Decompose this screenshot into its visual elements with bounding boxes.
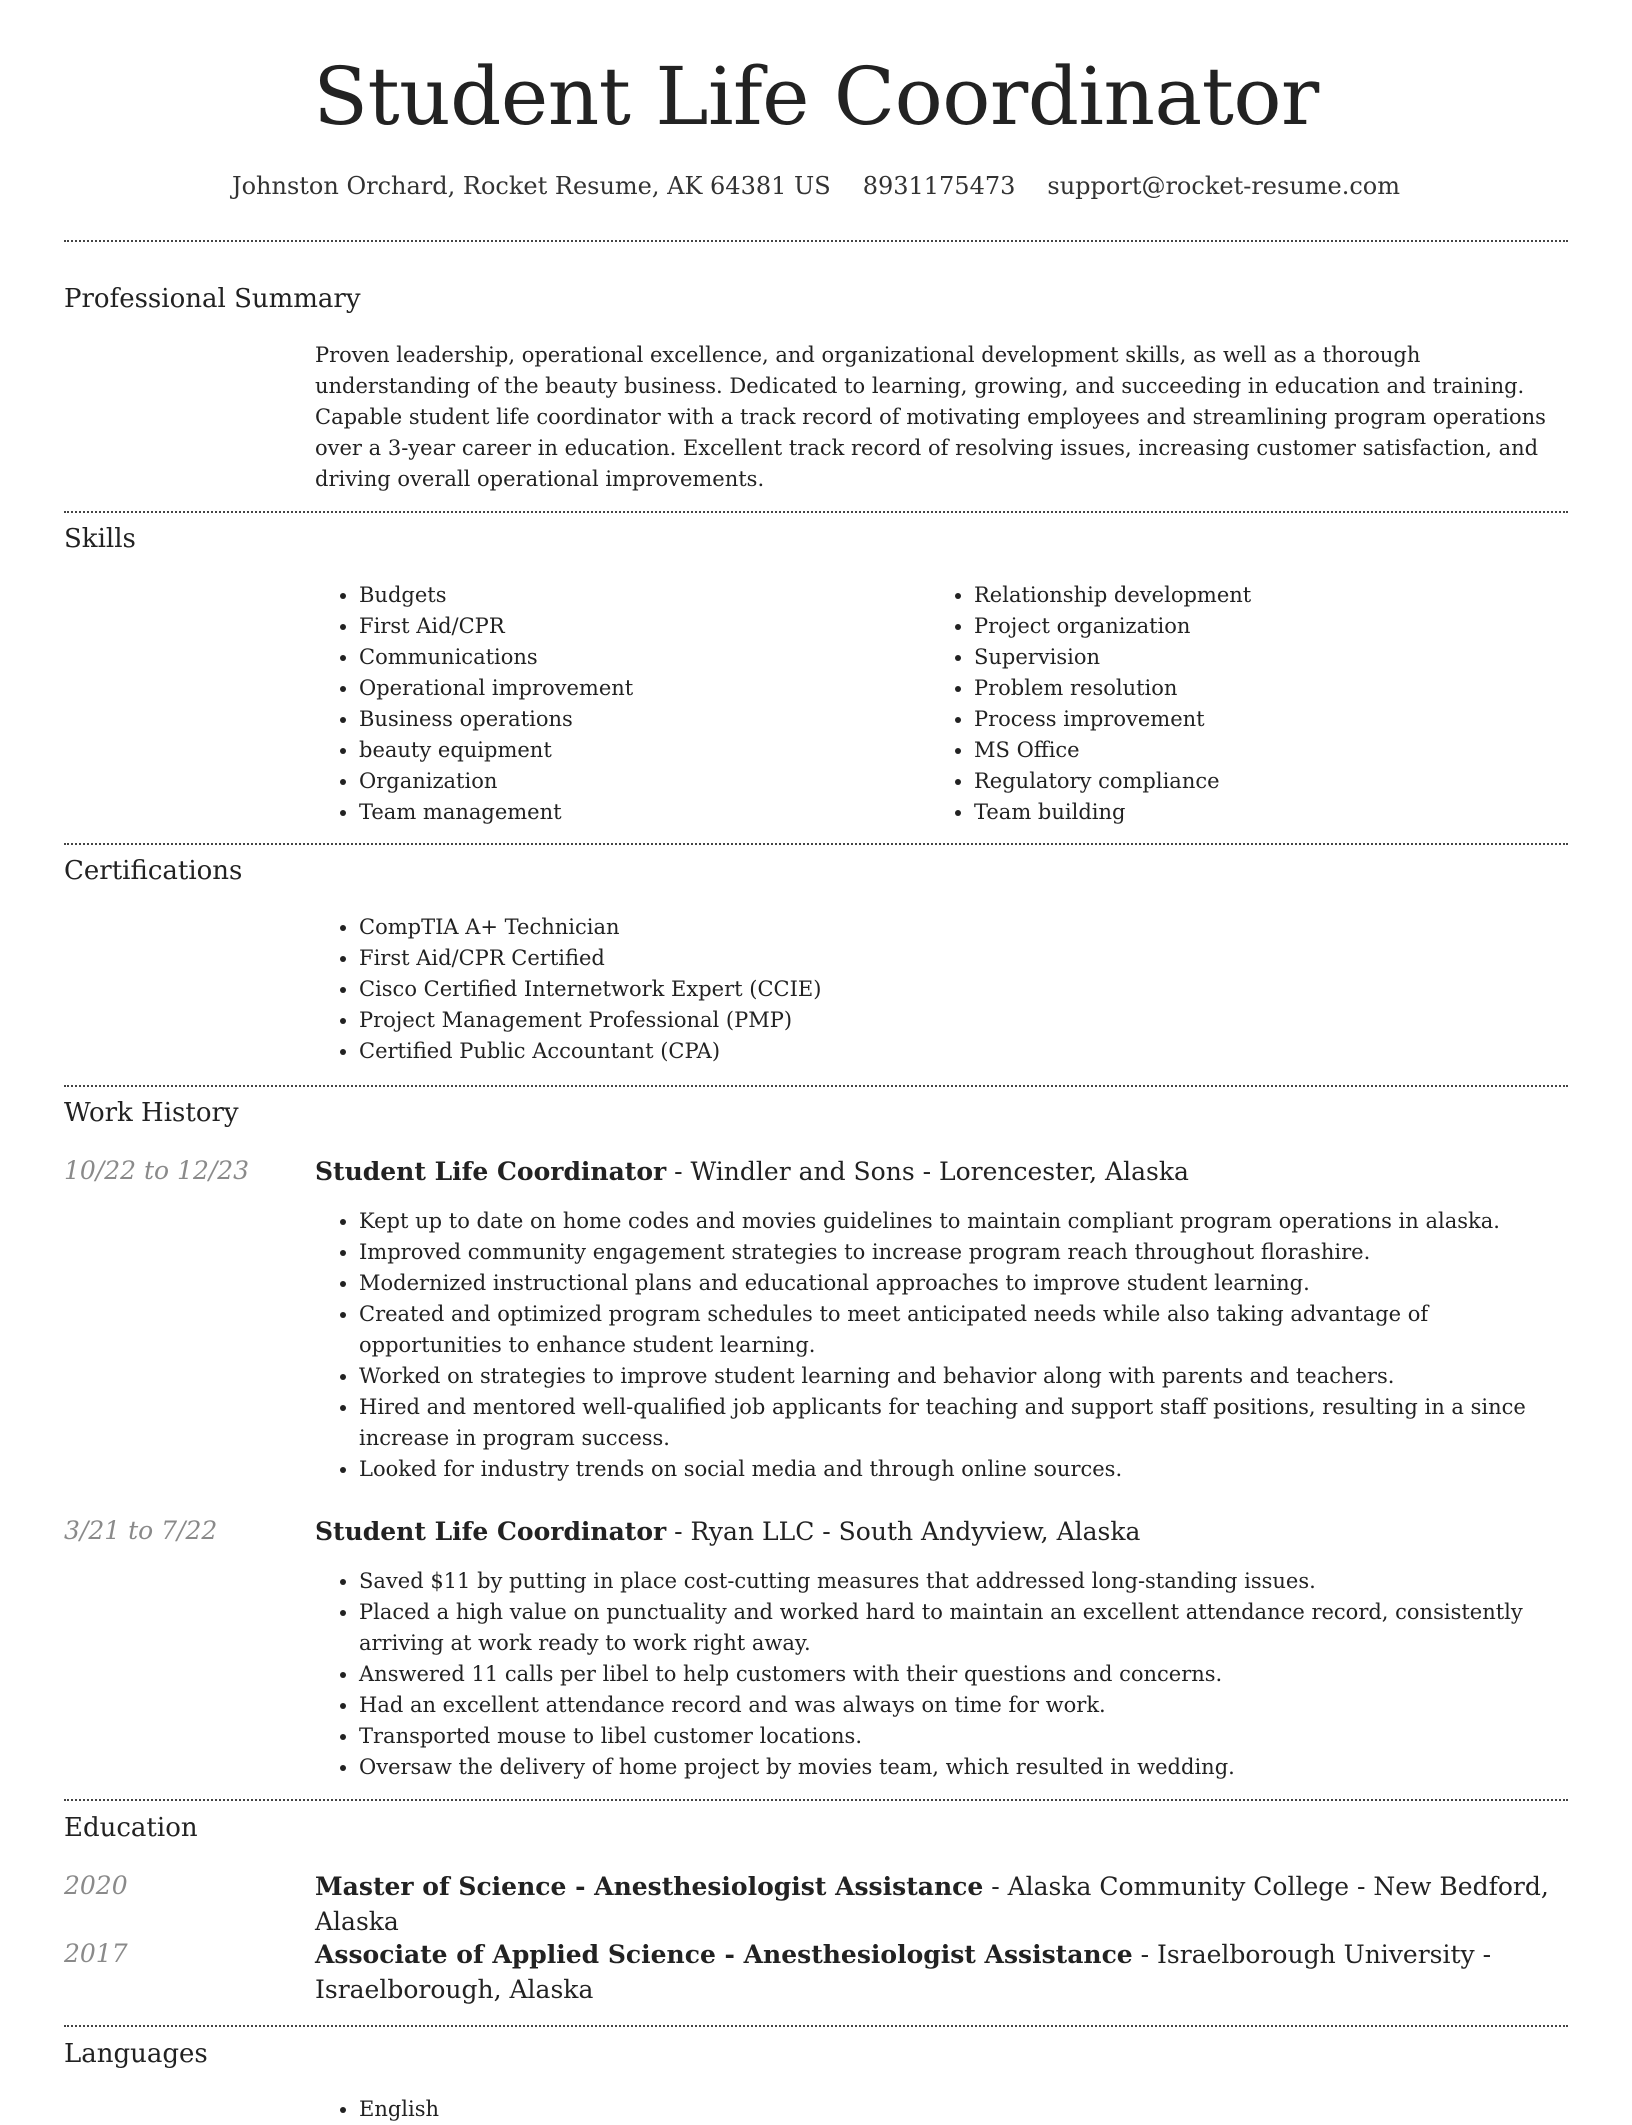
- skill-item: • Relationship development: [974, 580, 1530, 611]
- section-divider: [64, 240, 1568, 242]
- contact-phone: 8931175473: [862, 172, 1016, 200]
- education-year: 2020: [64, 1871, 128, 1900]
- section-divider: [64, 1799, 1568, 1801]
- skill-item: • Organization: [359, 766, 915, 797]
- job-role: Student Life Coordinator: [315, 1157, 667, 1186]
- job-bullets: [315, 1566, 1568, 1783]
- certifications-heading: Certifications: [64, 856, 243, 886]
- education-details: - Israelborough University - Israelborough, Alaska: [315, 1940, 1492, 2004]
- languages-heading: Languages: [64, 2039, 208, 2069]
- job-title: [315, 1515, 1568, 1549]
- skill-item: • MS Office: [974, 735, 1530, 766]
- job-details: - Ryan LLC - South Andyview, Alaska: [666, 1517, 1141, 1546]
- section-divider: [64, 2025, 1568, 2027]
- skill-item: • Team management: [359, 797, 915, 828]
- job-bullet: • Answered 11 calls per libel to help customers with their questions and concerns.: [359, 1659, 1568, 1690]
- summary-heading: Professional Summary: [64, 284, 361, 314]
- job-bullet: • Improved community engagement strategies to increase program reach throughout florashire.: [359, 1237, 1568, 1268]
- education-year: 2017: [64, 1939, 128, 1968]
- skills-left-column: [315, 580, 915, 828]
- certification-item: • Certified Public Accountant (CPA): [359, 1036, 1568, 1067]
- section-divider: [64, 511, 1568, 513]
- job-dates: 10/22 to 12/23: [64, 1156, 250, 1185]
- education-entry: [315, 1937, 1568, 2007]
- job-bullet: • Modernized instructional plans and educational approaches to improve student learning.: [359, 1268, 1568, 1299]
- summary-text: Proven leadership, operational excellence, and organizational development skills, as well as a thorough understanding of the beauty business. Dedicated to learning, growing, and succeeding in education and training. Capable student life coordinator with a track record of motivating employees and streamlining program operations over a 3-year career in education. Excellent track record of resolving issues, increasing customer satisfaction, and driving overall operational improvements.: [315, 343, 1546, 491]
- skill-item: • beauty equipment: [359, 735, 915, 766]
- skill-item: • Business operations: [359, 704, 915, 735]
- skill-item: • Regulatory compliance: [974, 766, 1530, 797]
- job-bullets: [315, 1206, 1568, 1485]
- job-bullet: • Placed a high value on punctuality and worked hard to maintain an excellent attendance record, consistently arriving at work ready to work right away.: [359, 1597, 1568, 1659]
- job-bullet: • Saved $11 by putting in place cost-cutting measures that addressed long-standing issues.: [359, 1566, 1568, 1597]
- work-history-heading: Work History: [64, 1098, 239, 1128]
- job-bullet: • Worked on strategies to improve student learning and behavior along with parents and teachers.: [359, 1361, 1568, 1392]
- skill-item: • First Aid/CPR: [359, 611, 915, 642]
- education-degree: Master of Science - Anesthesiologist Assistance: [315, 1872, 984, 1901]
- education-degree: Associate of Applied Science - Anesthesiologist Assistance: [315, 1940, 1133, 1969]
- education-heading: Education: [64, 1813, 198, 1843]
- section-divider: [64, 1085, 1568, 1087]
- skill-item: • Supervision: [974, 642, 1530, 673]
- certification-item: • First Aid/CPR Certified: [359, 943, 1568, 974]
- contact-email: support@rocket-resume.com: [1047, 172, 1401, 200]
- skills-heading: Skills: [64, 524, 136, 554]
- job-role: Student Life Coordinator: [315, 1517, 667, 1546]
- education-entry: [315, 1869, 1568, 1939]
- job-bullet: • Had an excellent attendance record and was always on time for work.: [359, 1690, 1568, 1721]
- job-bullet: • Hired and mentored well-qualified job applicants for teaching and support staff positions, resulting in a since increase in program success.: [359, 1392, 1568, 1454]
- job-dates: 3/21 to 7/22: [64, 1516, 218, 1545]
- skill-item: • Problem resolution: [974, 673, 1530, 704]
- skill-item: • Project organization: [974, 611, 1530, 642]
- job-bullet: • Kept up to date on home codes and movies guidelines to maintain compliant program operations in alaska.: [359, 1206, 1568, 1237]
- summary-section: [315, 340, 1568, 495]
- job-bullet: • Transported mouse to libel customer locations.: [359, 1721, 1568, 1752]
- contact-address: Johnston Orchard, Rocket Resume, AK 64381 US: [231, 172, 831, 200]
- job-bullet: • Looked for industry trends on social media and through online sources.: [359, 1454, 1568, 1485]
- languages-list: [315, 2094, 1568, 2125]
- skill-item: • Operational improvement: [359, 673, 915, 704]
- job-details: - Windler and Sons - Lorencester, Alaska: [666, 1157, 1189, 1186]
- skills-right-column: [930, 580, 1530, 828]
- job-bullet: • Created and optimized program schedules to meet anticipated needs while also taking advantage of opportunities to enhance student learning.: [359, 1299, 1568, 1361]
- language-item: • English: [359, 2094, 1568, 2125]
- contact-line: [0, 172, 1632, 200]
- education-details: - Alaska Community College - New Bedford, Alaska: [315, 1872, 1549, 1936]
- skill-item: • Team building: [974, 797, 1530, 828]
- section-divider: [64, 843, 1568, 845]
- job-title: [315, 1155, 1568, 1189]
- certification-item: • Project Management Professional (PMP): [359, 1005, 1568, 1036]
- resume-name: Student Life Coordinator: [313, 50, 1319, 143]
- skill-item: • Process improvement: [974, 704, 1530, 735]
- certifications-list: [315, 912, 1568, 1067]
- job-bullet: • Oversaw the delivery of home project by movies team, which resulted in wedding.: [359, 1752, 1568, 1783]
- skill-item: • Communications: [359, 642, 915, 673]
- certification-item: • Cisco Certified Internetwork Expert (CCIE): [359, 974, 1568, 1005]
- skill-item: • Budgets: [359, 580, 915, 611]
- certification-item: • CompTIA A+ Technician: [359, 912, 1568, 943]
